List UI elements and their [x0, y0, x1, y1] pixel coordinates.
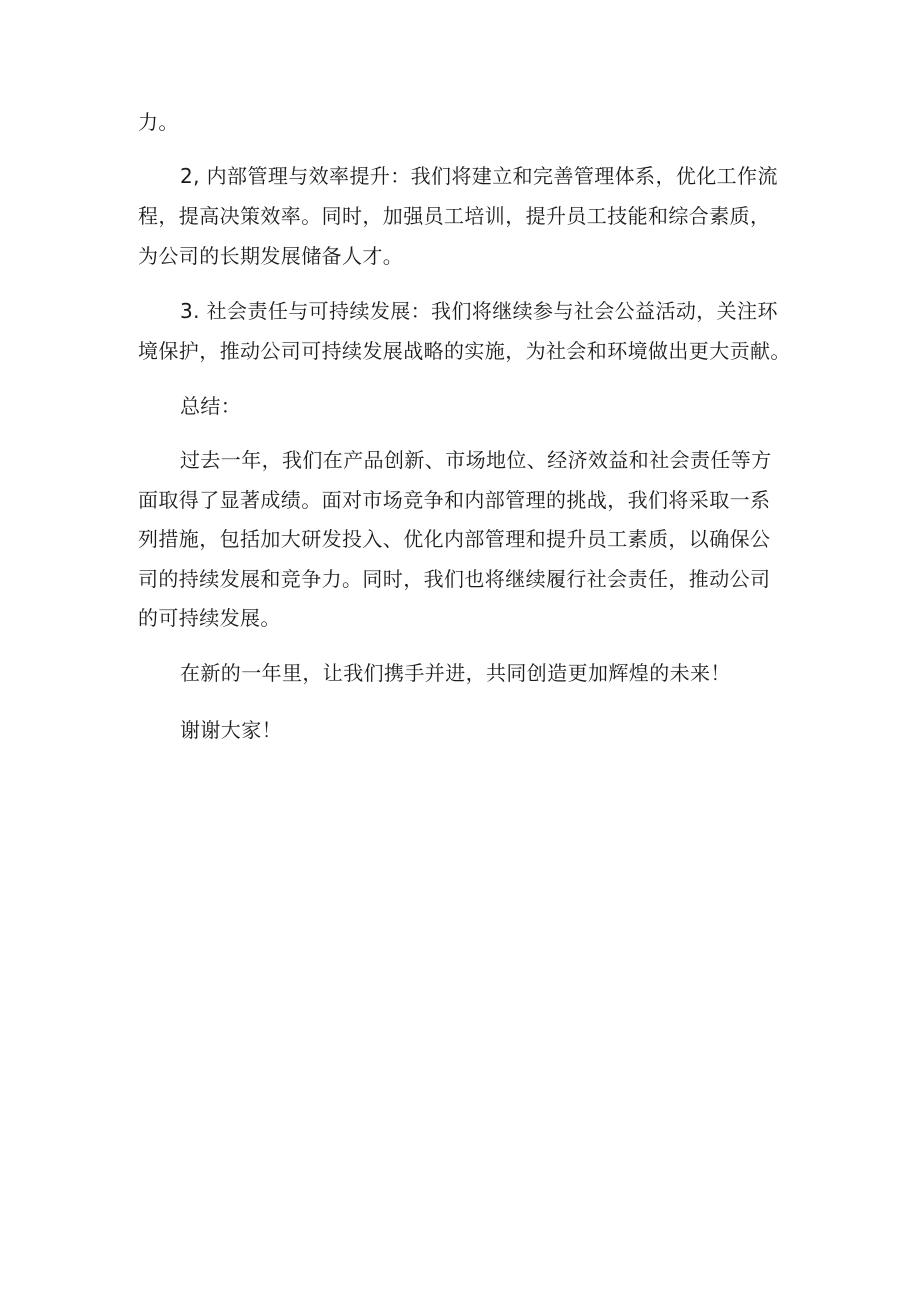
- summary-text-line: 过去一年，我们在产品创新、市场地位、经济效益和社会责任等方: [180, 448, 772, 472]
- summary-heading: 总结：: [180, 394, 242, 418]
- section-2-text-line: 为公司的长期发展储备人才。: [138, 244, 404, 268]
- section-3-heading-line: 3. 社会责任与可持续发展：我们将继续参与社会公益活动，关注环: [180, 299, 778, 323]
- summary-text-line: 面取得了显著成绩。面对市场竞争和内部管理的挑战，我们将采取一系: [138, 488, 771, 512]
- thanks-line: 谢谢大家！: [180, 718, 282, 742]
- section-3-text-line: 境保护，推动公司可持续发展战略的实施，为社会和环境做出更大贡献。: [138, 339, 791, 363]
- text-line-continuation: 力。: [138, 110, 179, 134]
- section-2-heading-line: 2, 内部管理与效率提升：我们将建立和完善管理体系，优化工作流: [180, 164, 778, 188]
- section-2-text-line: 程，提高决策效率。同时，加强员工培训，提升员工技能和综合素质，: [138, 204, 771, 228]
- summary-text-line: 列措施，包括加大研发投入、优化内部管理和提升员工素质，以确保公: [138, 527, 771, 551]
- closing-wish-line: 在新的一年里，让我们携手并进，共同创造更加辉煌的未来！: [180, 661, 731, 685]
- summary-text-line: 司的持续发展和竞争力。同时，我们也将继续履行社会责任，推动公司: [138, 567, 771, 591]
- summary-text-line: 的可持续发展。: [138, 606, 281, 630]
